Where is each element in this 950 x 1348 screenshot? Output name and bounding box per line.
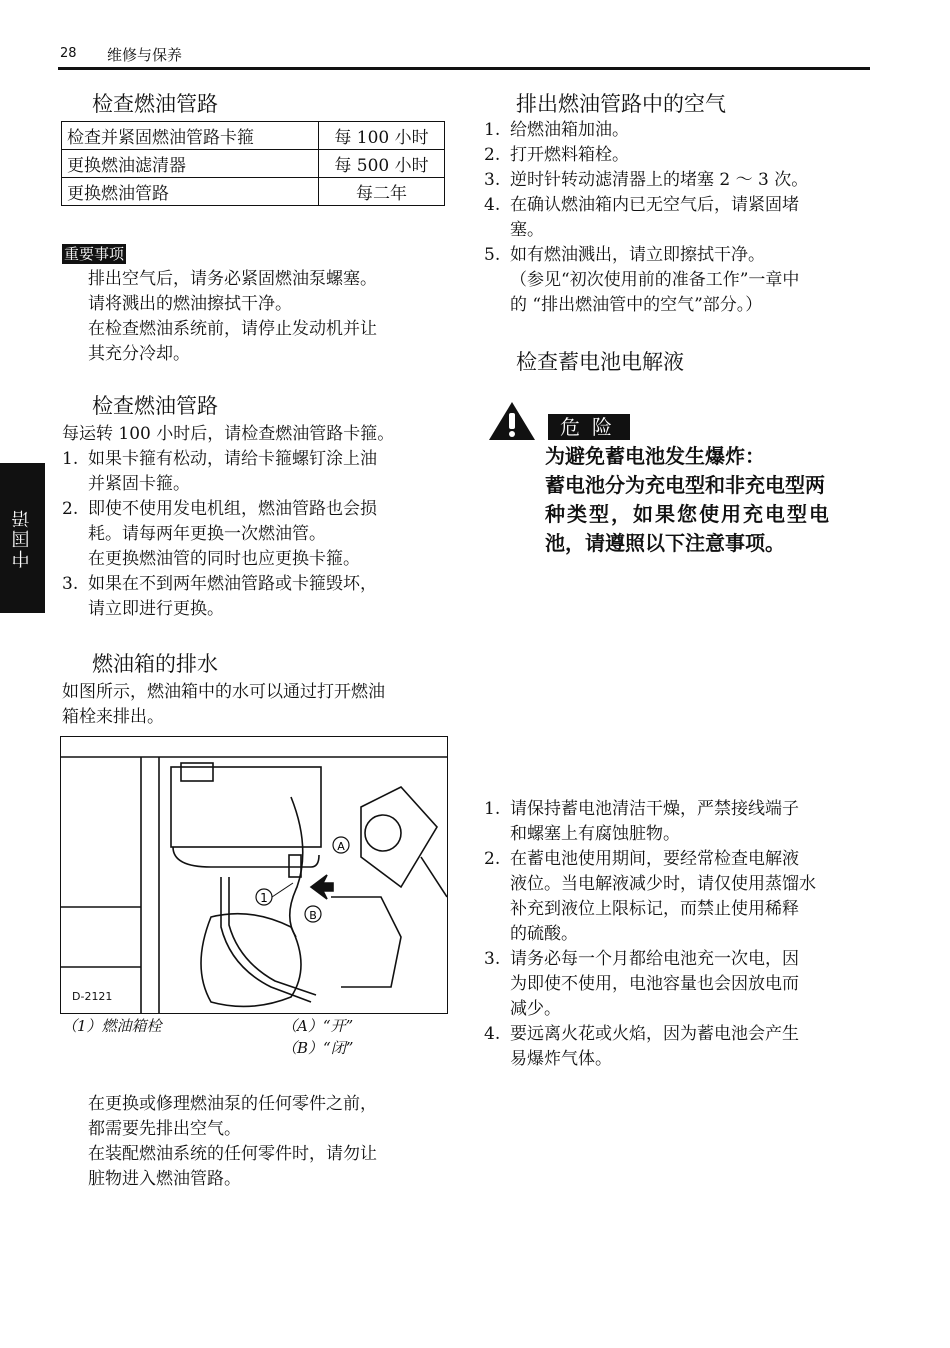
section-title: 维修与保养 — [107, 46, 183, 64]
item-text: 液位。当电解液减少时，请仅使用蒸馏水 — [510, 874, 816, 894]
figure-caption-b: （B）“闭” — [282, 1039, 354, 1057]
danger-label: 危险 — [548, 414, 630, 440]
drain-line: 如图所示，燃油箱中的水可以通过打开燃油 — [62, 682, 385, 702]
item-number: 1. — [484, 799, 501, 819]
callout-b — [305, 906, 321, 922]
note-line: 脏物进入燃油管路。 — [88, 1169, 241, 1189]
important-badge: 重要事项 — [64, 245, 125, 263]
item-number: 2. — [484, 145, 501, 165]
note-line: 在更换或修理燃油泵的任何零件之前， — [88, 1094, 377, 1114]
list-item — [62, 572, 452, 622]
fuel-tank-drawing — [61, 737, 447, 1013]
item-text: 请务必每一个月都给电池充一次电，因 — [510, 949, 799, 969]
item-text: （参见“初次使用前的准备工作”一章中 — [510, 270, 800, 290]
item-text: 塞。 — [510, 220, 544, 240]
warning-triangle-icon — [487, 400, 537, 442]
list-item — [62, 497, 452, 572]
list-item — [484, 243, 874, 318]
fuel-line-list — [62, 447, 452, 622]
item-text: 给燃油箱加油。 — [510, 120, 629, 140]
drain-heading: 燃油箱的排水 — [92, 652, 218, 676]
interval-cell: 每 100 小时 — [319, 122, 445, 150]
battery-heading: 检查蓄电池电解液 — [516, 350, 684, 374]
danger-line: 为避免蓄电池发生爆炸： — [545, 444, 765, 468]
callout-a-label: A — [337, 840, 345, 853]
item-text: 即使不使用发电机组，燃油管路也会损 — [88, 499, 377, 519]
list-item — [484, 947, 874, 1022]
danger-line: 种类型，如果您使用充电型电 — [545, 502, 831, 526]
table-row — [62, 150, 445, 178]
item-text: 如果在不到两年燃油管路或卡箍毁坏， — [88, 574, 377, 594]
fuel-tank-figure — [60, 736, 448, 1014]
drain-text — [62, 680, 452, 730]
item-text: 打开燃料箱栓。 — [510, 145, 629, 165]
item-text: 耗。请每两年更换一次燃油管。 — [88, 524, 326, 544]
list-item — [62, 447, 452, 497]
list-item — [484, 847, 874, 947]
table-row — [62, 122, 445, 150]
battery-list — [484, 797, 874, 1072]
item-number: 3. — [484, 949, 501, 969]
item-number: 2. — [62, 499, 79, 519]
item-text: 并紧固卡箍。 — [88, 474, 190, 494]
item-text: 逆时针转动滤清器上的堵塞 2 ～ 3 次。 — [510, 170, 809, 190]
item-text: 的硫酸。 — [510, 924, 578, 944]
item-number: 1. — [62, 449, 79, 469]
list-item — [484, 118, 874, 143]
item-text: 在确认燃油箱内已无空气后，请紧固堵 — [510, 195, 799, 215]
bleed-list — [484, 118, 874, 318]
figure-caption-1: （1）燃油箱栓 — [62, 1017, 162, 1035]
item-text: 易爆炸气体。 — [510, 1049, 612, 1069]
important-line: 其充分冷却。 — [88, 344, 190, 364]
item-number: 1. — [484, 120, 501, 140]
bleed-heading: 排出燃油管路中的空气 — [516, 92, 726, 116]
list-item — [484, 143, 874, 168]
table-row — [62, 178, 445, 206]
item-text: 如有燃油溅出，请立即擦拭干净。 — [510, 245, 765, 265]
figure-code: D-2121 — [72, 990, 113, 1003]
important-line: 在检查燃油系统前，请停止发动机并让 — [88, 319, 377, 339]
callout-a — [333, 837, 349, 853]
maintenance-schedule-table — [61, 121, 445, 206]
item-text: 补充到液位上限标记，而禁止使用稀释 — [510, 899, 799, 919]
important-line: 请将溅出的燃油擦拭干净。 — [88, 294, 292, 314]
interval-cell: 每 500 小时 — [319, 150, 445, 178]
list-item — [484, 1022, 874, 1072]
item-text: 在更换燃油管的同时也应更换卡箍。 — [88, 549, 360, 569]
task-cell: 更换燃油滤清器 — [62, 150, 319, 178]
item-text: 要远离火花或火焰，因为蓄电池会产生 — [510, 1024, 799, 1044]
page-number: 28 — [60, 46, 77, 61]
list-item — [484, 797, 874, 847]
item-number: 2. — [484, 849, 501, 869]
danger-line: 蓄电池分为充电型和非充电型两 — [545, 473, 825, 497]
item-number: 4. — [484, 195, 501, 215]
item-text: 减少。 — [510, 999, 561, 1019]
task-cell: 更换燃油管路 — [62, 178, 319, 206]
interval-cell: 每二年 — [319, 178, 445, 206]
header-rule — [58, 67, 870, 70]
list-item — [484, 168, 874, 193]
item-number: 3. — [62, 574, 79, 594]
item-text: 如果卡箍有松动，请给卡箍螺钉涂上油 — [88, 449, 377, 469]
language-side-tab: 中国语 — [0, 463, 45, 613]
fuel-line-intro: 每运转 100 小时后，请检查燃油管路卡箍。 — [62, 424, 395, 444]
item-text: 和螺塞上有腐蚀脏物。 — [510, 824, 680, 844]
schedule-heading: 检查燃油管路 — [92, 92, 218, 116]
danger-line: 池，请遵照以下注意事项。 — [545, 531, 785, 555]
drain-line: 箱栓来排出。 — [62, 707, 164, 727]
important-block — [62, 242, 452, 367]
important-line: 排出空气后，请务必紧固燃油泵螺塞。 — [88, 269, 377, 289]
item-number: 5. — [484, 245, 501, 265]
callout-1-label: 1 — [260, 891, 268, 905]
callout-1 — [256, 883, 293, 905]
item-text: 为即使不使用，电池容量也会因放电而 — [510, 974, 799, 994]
item-text: 请保持蓄电池清洁干燥，严禁接线端子 — [510, 799, 799, 819]
item-number: 4. — [484, 1024, 501, 1044]
callout-b-label: B — [309, 909, 317, 922]
note-line: 在装配燃油系统的任何零件时，请勿让 — [88, 1144, 377, 1164]
fuel-line-heading: 检查燃油管路 — [92, 394, 218, 418]
item-text: 请立即进行更换。 — [88, 599, 224, 619]
item-text: 的 “排出燃油管中的空气”部分。） — [510, 295, 763, 315]
list-item — [484, 193, 874, 243]
note-line: 都需要先排出空气。 — [88, 1119, 241, 1139]
danger-text — [545, 442, 875, 558]
item-number: 3. — [484, 170, 501, 190]
item-text: 在蓄电池使用期间，要经常检查电解液 — [510, 849, 799, 869]
note-block — [88, 1092, 450, 1192]
task-cell: 检查并紧固燃油管路卡箍 — [62, 122, 319, 150]
figure-caption-a: （A）“开” — [282, 1017, 354, 1035]
